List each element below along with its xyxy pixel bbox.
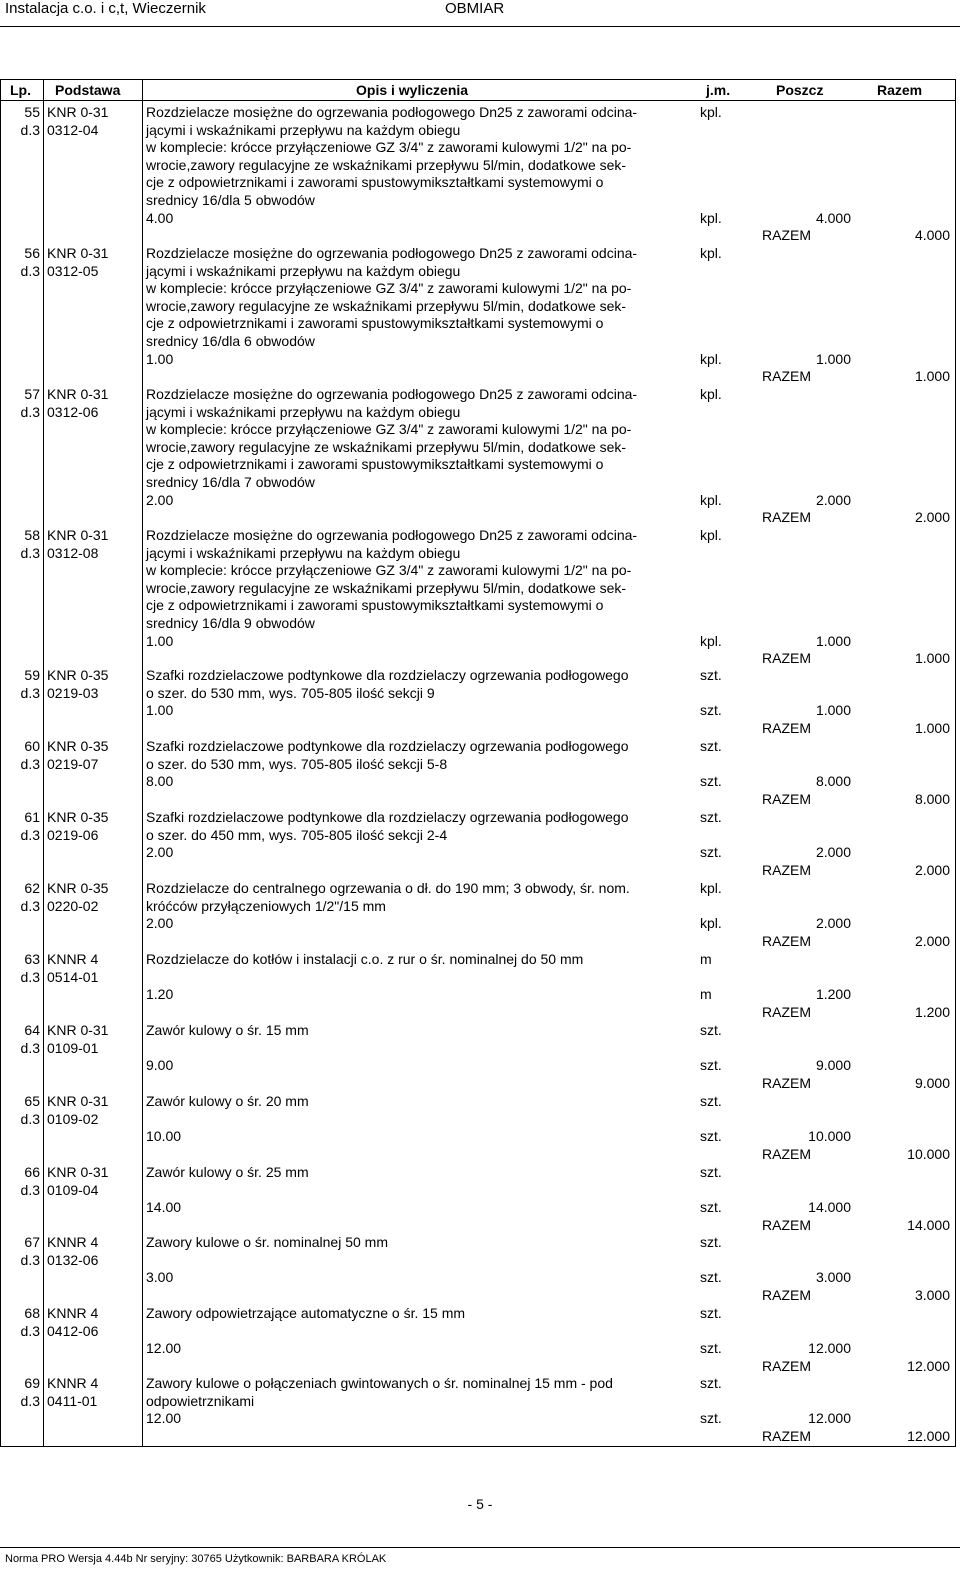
- row-description-line: Zawór kulowy o śr. 25 mm: [146, 1164, 309, 1180]
- row-description-line: srednicy 16/dla 5 obwodów: [146, 192, 315, 208]
- row-description-line: Szafki rozdzielaczowe podtynkowe dla rozdzielaczy ogrzewania podłogowego: [146, 809, 629, 825]
- row-quantity: 2.00: [146, 915, 174, 932]
- row-total-label: RAZEM: [762, 227, 811, 244]
- row-description-line: cje z odpowietrznikami i zaworami spustowymikształtkami systemowymi o: [146, 597, 604, 614]
- row-description-line: Zawór kulowy o śr. 20 mm: [146, 1093, 309, 1109]
- row-number: 65: [24, 1093, 40, 1109]
- row-total-label: RAZEM: [762, 1216, 811, 1233]
- row-number-suffix: d.3: [20, 897, 40, 914]
- row-total-label: RAZEM: [762, 650, 811, 667]
- row-total-value: 14.000: [907, 1216, 950, 1233]
- row-quantity: 3.00: [146, 1269, 174, 1286]
- row-description-line: cje z odpowietrznikami i zaworami spustowymikształtkami systemowymi o: [146, 456, 604, 473]
- row-basis-number: 0109-04: [47, 1181, 99, 1198]
- section-title: OBMIAR: [445, 0, 505, 17]
- row-basis-code: KNNR 4: [47, 1234, 99, 1250]
- row-total-label: RAZEM: [762, 1145, 811, 1162]
- row-description-line: Zawory odpowietrzające automatyczne o śr. 15 mm: [146, 1305, 466, 1321]
- row-number-suffix: d.3: [20, 684, 40, 701]
- row-number-suffix: d.3: [20, 1322, 40, 1339]
- row-total-value: 9.000: [914, 1074, 950, 1091]
- row-number: 57: [24, 386, 40, 402]
- row-basis-number: 0312-05: [47, 262, 99, 279]
- row-quantity-unit: szt.: [700, 702, 722, 719]
- row-number: 58: [24, 527, 40, 543]
- col-opis: Opis i wyliczenia: [356, 82, 469, 98]
- col-poszcz: Poszcz: [776, 82, 824, 98]
- row-basis-code: KNR 0-31: [47, 527, 109, 543]
- row-description-line: króćców przyłączeniowych 1/2"/15 mm: [146, 897, 386, 914]
- row-basis-code: KNR 0-31: [47, 1093, 109, 1109]
- table-lp-divider: [43, 79, 44, 1447]
- row-unit: szt.: [700, 809, 722, 825]
- row-basis-number: 0109-02: [47, 1110, 99, 1127]
- row-basis-code: KNR 0-35: [47, 809, 109, 825]
- row-partial-total: 1.000: [815, 350, 851, 367]
- row-basis-number: 0219-06: [47, 826, 99, 843]
- row-quantity: 2.00: [146, 491, 174, 508]
- row-description-line: o szer. do 450 mm, wys. 705-805 ilość sekcji 2-4: [146, 826, 448, 843]
- row-basis-code: KNR 0-31: [47, 104, 109, 120]
- row-quantity-unit: szt.: [700, 844, 722, 861]
- row-total-value: 2.000: [914, 932, 950, 949]
- row-basis-number: 0312-06: [47, 403, 99, 420]
- row-partial-total: 2.000: [815, 491, 851, 508]
- row-total-value: 1.000: [914, 368, 950, 385]
- row-description-line: Zawory kulowe o śr. nominalnej 50 mm: [146, 1234, 388, 1250]
- row-number: 61: [24, 809, 40, 825]
- row-partial-total: 9.000: [815, 1057, 851, 1074]
- row-total-label: RAZEM: [762, 1427, 811, 1444]
- row-unit: m: [700, 951, 712, 967]
- row-total-value: 2.000: [914, 509, 950, 526]
- row-total-value: 1.000: [914, 650, 950, 667]
- row-number: 64: [24, 1022, 40, 1038]
- col-razem: Razem: [877, 82, 923, 98]
- row-total-value: 3.000: [914, 1286, 950, 1303]
- row-quantity: 14.00: [146, 1199, 182, 1216]
- row-total-label: RAZEM: [762, 861, 811, 878]
- row-description-line: Szafki rozdzielaczowe podtynkowe dla rozdzielaczy ogrzewania podłogowego: [146, 738, 629, 754]
- row-description-line: w komplecie: krócce przyłączeniowe GZ 3/4" z zaworami kulowymi 1/2" na po-: [146, 139, 632, 156]
- row-basis-code: KNR 0-35: [47, 738, 109, 754]
- document-title: Instalacja c.o. i c,t, Wieczernik: [5, 0, 206, 17]
- row-description-line: srednicy 16/dla 7 obwodów: [146, 474, 315, 490]
- row-unit: kpl.: [700, 880, 722, 896]
- row-quantity-unit: szt.: [700, 1057, 722, 1074]
- row-partial-total: 12.000: [808, 1410, 851, 1427]
- software-info: Norma PRO Wersja 4.44b Nr seryjny: 30765 Użytkownik: BARBARA KRÓLAK: [5, 1553, 387, 1565]
- row-description-line: Rozdzielacze mosiężne do ogrzewania podłogowego Dn25 z zaworami odcina-: [146, 527, 638, 543]
- row-total-label: RAZEM: [762, 1003, 811, 1020]
- row-basis-number: 0412-06: [47, 1322, 99, 1339]
- row-description-line: wrocie,zawory regulacyjne ze wskaźnikami przepływu 5l/min, dodatkowe sek-: [146, 579, 627, 596]
- row-quantity: 2.00: [146, 844, 174, 861]
- row-unit: szt.: [700, 1093, 722, 1109]
- row-description-line: jącymi i wskaźnikami przepływu na każdym obiegu: [146, 262, 461, 279]
- row-number-suffix: d.3: [20, 1039, 40, 1056]
- row-unit: szt.: [700, 1022, 722, 1038]
- row-description-line: cje z odpowietrznikami i zaworami spustowymikształtkami systemowymi o: [146, 315, 604, 332]
- row-quantity-unit: kpl.: [700, 350, 722, 367]
- row-total-label: RAZEM: [762, 1074, 811, 1091]
- row-basis-code: KNNR 4: [47, 1305, 99, 1321]
- row-description-line: wrocie,zawory regulacyjne ze wskaźnikami przepływu 5l/min, dodatkowe sek-: [146, 438, 627, 455]
- row-number: 56: [24, 245, 40, 261]
- row-unit: kpl.: [700, 104, 722, 120]
- row-number-suffix: d.3: [20, 755, 40, 772]
- row-total-value: 1.200: [914, 1003, 950, 1020]
- row-number: 66: [24, 1164, 40, 1180]
- table-podstawa-divider: [142, 79, 143, 1447]
- row-unit: kpl.: [700, 386, 722, 402]
- col-lp: Lp.: [10, 82, 31, 98]
- row-unit: kpl.: [700, 527, 722, 543]
- row-quantity-unit: m: [700, 986, 712, 1003]
- row-total-label: RAZEM: [762, 509, 811, 526]
- row-unit: szt.: [700, 1305, 722, 1321]
- row-quantity-unit: szt.: [700, 1269, 722, 1286]
- table-top-border: [0, 79, 955, 80]
- row-basis-number: 0219-03: [47, 684, 99, 701]
- row-description-line: Rozdzielacze do centralnego ogrzewania o dł. do 190 mm; 3 obwody, śr. nom.: [146, 880, 630, 896]
- row-basis-code: KNNR 4: [47, 1375, 99, 1391]
- row-quantity: 12.00: [146, 1410, 182, 1427]
- row-quantity: 1.00: [146, 632, 174, 649]
- row-number: 69: [24, 1375, 40, 1391]
- row-quantity-unit: szt.: [700, 773, 722, 790]
- row-description-line: Zawór kulowy o śr. 15 mm: [146, 1022, 309, 1038]
- row-partial-total: 2.000: [815, 844, 851, 861]
- row-partial-total: 14.000: [808, 1199, 851, 1216]
- row-partial-total: 3.000: [815, 1269, 851, 1286]
- row-number-suffix: d.3: [20, 121, 40, 138]
- row-number-suffix: d.3: [20, 1181, 40, 1198]
- header-bottom-border: [0, 100, 955, 101]
- row-partial-total: 1.000: [815, 702, 851, 719]
- row-number-suffix: d.3: [20, 544, 40, 561]
- row-total-label: RAZEM: [762, 790, 811, 807]
- row-quantity: 1.00: [146, 702, 174, 719]
- row-description-line: o szer. do 530 mm, wys. 705-805 ilość sekcji 9: [146, 684, 435, 701]
- row-quantity: 4.00: [146, 209, 174, 226]
- row-number: 60: [24, 738, 40, 754]
- row-quantity: 1.00: [146, 350, 174, 367]
- row-unit: szt.: [700, 1234, 722, 1250]
- row-basis-code: KNR 0-31: [47, 1164, 109, 1180]
- row-quantity: 9.00: [146, 1057, 174, 1074]
- row-partial-total: 1.200: [815, 986, 851, 1003]
- row-basis-number: 0411-01: [47, 1392, 98, 1409]
- row-description-line: jącymi i wskaźnikami przepływu na każdym obiegu: [146, 544, 461, 561]
- row-number: 55: [24, 104, 40, 120]
- row-total-label: RAZEM: [762, 1286, 811, 1303]
- row-description-line: wrocie,zawory regulacyjne ze wskaźnikami przepływu 5l/min, dodatkowe sek-: [146, 297, 627, 314]
- col-jm: j.m.: [706, 82, 731, 98]
- row-description-line: srednicy 16/dla 6 obwodów: [146, 333, 315, 349]
- row-basis-number: 0219-07: [47, 755, 99, 772]
- row-quantity-unit: szt.: [700, 1340, 722, 1357]
- row-partial-total: 4.000: [815, 209, 851, 226]
- row-basis-code: KNR 0-35: [47, 667, 109, 683]
- row-description-line: Rozdzielacze mosiężne do ogrzewania podłogowego Dn25 z zaworami odcina-: [146, 245, 638, 261]
- row-basis-code: KNR 0-31: [47, 245, 109, 261]
- table-bottom-border: [0, 1446, 955, 1447]
- row-quantity: 10.00: [146, 1128, 182, 1145]
- row-basis-number: 0132-06: [47, 1251, 99, 1268]
- row-total-value: 2.000: [914, 861, 950, 878]
- row-number: 63: [24, 951, 40, 967]
- row-total-value: 10.000: [907, 1145, 950, 1162]
- row-number: 68: [24, 1305, 40, 1321]
- col-podstawa: Podstawa: [55, 82, 121, 98]
- row-partial-total: 8.000: [815, 773, 851, 790]
- row-unit: kpl.: [700, 245, 722, 261]
- row-number-suffix: d.3: [20, 1251, 40, 1268]
- row-description-line: cje z odpowietrznikami i zaworami spustowymikształtkami systemowymi o: [146, 174, 604, 191]
- row-number-suffix: d.3: [20, 1110, 40, 1127]
- row-description-line: Zawory kulowe o połączeniach gwintowanych o śr. nominalnej 15 mm - pod: [146, 1375, 613, 1391]
- header-rule: [0, 26, 960, 27]
- row-unit: szt.: [700, 667, 722, 683]
- row-quantity: 12.00: [146, 1340, 182, 1357]
- footer-rule: [0, 1547, 960, 1548]
- row-number: 62: [24, 880, 40, 896]
- row-basis-number: 0312-04: [47, 121, 99, 138]
- row-description-line: Szafki rozdzielaczowe podtynkowe dla rozdzielaczy ogrzewania podłogowego: [146, 667, 629, 683]
- row-total-value: 4.000: [914, 227, 950, 244]
- row-number: 67: [24, 1234, 40, 1250]
- row-description-line: wrocie,zawory regulacyjne ze wskaźnikami przepływu 5l/min, dodatkowe sek-: [146, 156, 627, 173]
- row-total-label: RAZEM: [762, 1357, 811, 1374]
- row-quantity-unit: kpl.: [700, 632, 722, 649]
- row-description-line: Rozdzielacze mosiężne do ogrzewania podłogowego Dn25 z zaworami odcina-: [146, 386, 638, 402]
- row-number-suffix: d.3: [20, 1392, 40, 1409]
- row-description-line: jącymi i wskaźnikami przepływu na każdym obiegu: [146, 121, 461, 138]
- row-quantity-unit: kpl.: [700, 915, 722, 932]
- row-quantity-unit: szt.: [700, 1128, 722, 1145]
- row-partial-total: 1.000: [815, 632, 851, 649]
- row-basis-code: KNR 0-35: [47, 880, 109, 896]
- row-number-suffix: d.3: [20, 262, 40, 279]
- row-basis-code: KNR 0-31: [47, 1022, 109, 1038]
- row-description-line: Rozdzielacze mosiężne do ogrzewania podłogowego Dn25 z zaworami odcina-: [146, 104, 638, 120]
- row-basis-number: 0514-01: [47, 968, 99, 985]
- row-description-line: srednicy 16/dla 9 obwodów: [146, 615, 315, 631]
- row-basis-number: 0220-02: [47, 897, 99, 914]
- row-quantity: 8.00: [146, 773, 174, 790]
- row-quantity-unit: szt.: [700, 1199, 722, 1216]
- row-unit: szt.: [700, 1164, 722, 1180]
- row-total-value: 1.000: [914, 719, 950, 736]
- row-partial-total: 12.000: [808, 1340, 851, 1357]
- table-right-border: [955, 79, 956, 1447]
- row-basis-code: KNR 0-31: [47, 386, 109, 402]
- row-description-line: odpowietrznikami: [146, 1392, 255, 1409]
- row-total-value: 12.000: [907, 1427, 950, 1444]
- row-basis-code: KNNR 4: [47, 951, 99, 967]
- page-number: - 5 -: [467, 1496, 493, 1512]
- row-number-suffix: d.3: [20, 826, 40, 843]
- row-number-suffix: d.3: [20, 968, 40, 985]
- row-total-value: 8.000: [914, 790, 950, 807]
- row-total-label: RAZEM: [762, 719, 811, 736]
- row-description-line: Rozdzielacze do kotłów i instalacji c.o. z rur o śr. nominalnej do 50 mm: [146, 951, 584, 967]
- row-partial-total: 10.000: [808, 1128, 851, 1145]
- row-quantity-unit: szt.: [700, 1410, 722, 1427]
- row-basis-number: 0109-01: [47, 1039, 99, 1056]
- row-number-suffix: d.3: [20, 403, 40, 420]
- row-quantity-unit: kpl.: [700, 491, 722, 508]
- row-quantity-unit: kpl.: [700, 209, 722, 226]
- row-unit: szt.: [700, 1375, 722, 1391]
- row-basis-number: 0312-08: [47, 544, 99, 561]
- row-description-line: w komplecie: krócce przyłączeniowe GZ 3/4" z zaworami kulowymi 1/2" na po-: [146, 421, 632, 438]
- row-description-line: o szer. do 530 mm, wys. 705-805 ilość sekcji 5-8: [146, 755, 448, 772]
- row-number: 59: [24, 667, 40, 683]
- row-unit: szt.: [700, 738, 722, 754]
- row-partial-total: 2.000: [815, 915, 851, 932]
- row-description-line: jącymi i wskaźnikami przepływu na każdym obiegu: [146, 403, 461, 420]
- row-total-value: 12.000: [907, 1357, 950, 1374]
- row-description-line: w komplecie: krócce przyłączeniowe GZ 3/4" z zaworami kulowymi 1/2" na po-: [146, 280, 632, 297]
- row-total-label: RAZEM: [762, 932, 811, 949]
- row-total-label: RAZEM: [762, 368, 811, 385]
- row-description-line: w komplecie: krócce przyłączeniowe GZ 3/4" z zaworami kulowymi 1/2" na po-: [146, 562, 632, 579]
- row-quantity: 1.20: [146, 986, 174, 1003]
